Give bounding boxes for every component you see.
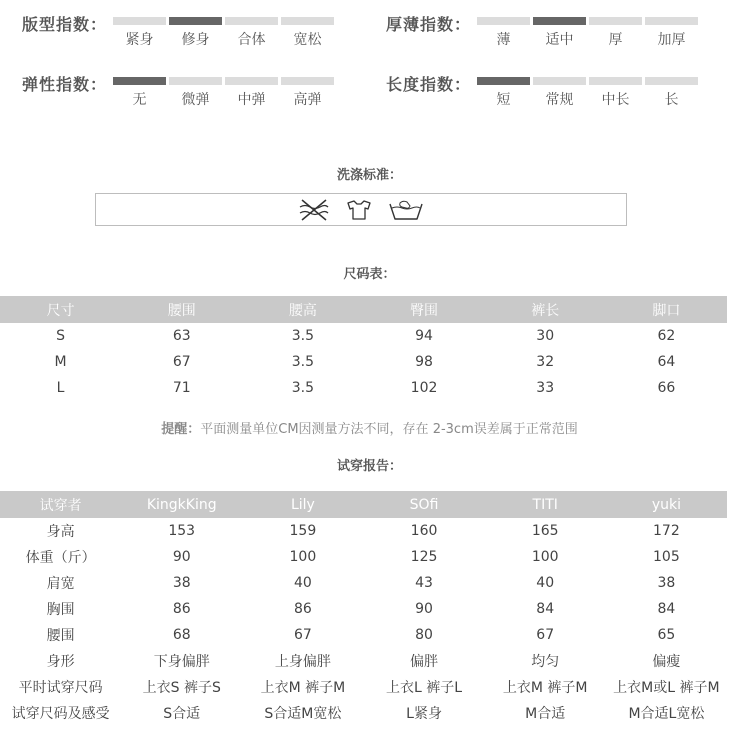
table-cell: 偏胖	[410, 654, 439, 670]
table-cell: 腰围	[46, 628, 75, 644]
table-header-row	[0, 491, 727, 518]
table-cell: 30	[536, 328, 555, 344]
table-cell: 62	[657, 328, 676, 344]
table-row	[0, 622, 727, 648]
index-bar	[113, 17, 166, 25]
size-chart-title: 尺码表：	[343, 267, 396, 282]
index-label: 版型指数：	[22, 15, 108, 34]
index-option-label: 薄	[496, 32, 511, 48]
table-header: 裤长	[485, 296, 606, 323]
index-option	[113, 17, 166, 49]
table-header: 腰高	[242, 296, 363, 323]
table-cell: 66	[657, 380, 676, 396]
index-option	[225, 77, 278, 109]
table-row	[0, 570, 727, 596]
hand-wash-icon	[387, 198, 425, 222]
table-cell: 均匀	[531, 654, 560, 670]
index-option	[225, 17, 278, 49]
table-row	[0, 375, 727, 401]
index-scale	[477, 77, 698, 109]
index-bar	[225, 77, 278, 85]
index-bar-selected	[533, 17, 586, 25]
index-option	[281, 17, 334, 49]
table-cell: 90	[172, 549, 191, 565]
index-bar	[589, 77, 642, 85]
index-option	[589, 77, 642, 109]
table-cell: 63	[172, 328, 191, 344]
table-cell: 84	[536, 601, 555, 617]
table-cell: M合适L宽松	[628, 706, 705, 722]
table-cell: 上衣M 裤子M	[260, 680, 346, 696]
wash-title: 洗涤标准：	[336, 168, 402, 183]
index-option-label: 修身	[181, 32, 210, 48]
table-cell: 40	[536, 575, 555, 591]
table-cell: 102	[410, 380, 438, 396]
note-text: 平面测量单位CM因测量方法不同，存在 2-3cm误差属于正常范围	[200, 422, 578, 437]
table-cell: 上衣L 裤子L	[386, 680, 463, 696]
measurement-note	[0, 418, 739, 437]
table-row	[0, 323, 727, 349]
table-cell: 3.5	[291, 354, 315, 370]
table-header: 尺寸	[0, 296, 121, 323]
table-cell: 71	[172, 380, 191, 396]
table-cell: 67	[536, 627, 555, 643]
table-cell: 40	[293, 575, 312, 591]
table-cell: 上身偏胖	[274, 654, 331, 670]
index-option	[169, 77, 222, 109]
index-bar	[281, 17, 334, 25]
index-option	[533, 77, 586, 109]
table-cell: 下身偏胖	[153, 654, 210, 670]
table-cell: 86	[172, 601, 191, 617]
table-header: 试穿者	[0, 491, 121, 518]
table-cell: 38	[172, 575, 191, 591]
table-cell: 上衣S 裤子S	[142, 680, 221, 696]
table-row	[0, 674, 727, 700]
index-label: 厚薄指数：	[386, 15, 472, 34]
no-wash-icon	[297, 198, 331, 222]
index-label: 长度指数：	[386, 75, 472, 94]
table-row	[0, 700, 727, 726]
table-cell: L	[56, 380, 65, 396]
table-cell: 3.5	[291, 328, 315, 344]
index-bar	[281, 77, 334, 85]
table-cell: L紧身	[406, 706, 442, 722]
index-option-label: 合体	[237, 32, 266, 48]
table-header: yuki	[606, 491, 727, 518]
table-header: SOfi	[363, 491, 484, 518]
table-cell: M	[54, 354, 67, 370]
fit-report-table	[0, 491, 727, 726]
index-option-label: 中长	[601, 92, 630, 108]
table-cell: 172	[653, 523, 680, 539]
table-cell: S合适M宽松	[264, 706, 342, 722]
index-bar-selected	[477, 77, 530, 85]
index-option-label: 长	[664, 92, 679, 108]
table-cell: 偏瘦	[652, 654, 681, 670]
table-cell: 94	[415, 328, 433, 344]
table-cell: 33	[536, 380, 555, 396]
table-header: 脚口	[606, 296, 727, 323]
table-row	[0, 544, 727, 570]
index-option	[113, 77, 166, 109]
index-label: 弹性指数：	[22, 75, 108, 94]
table-row	[0, 596, 727, 622]
table-cell: S	[56, 328, 66, 344]
index-option-label: 宽松	[293, 32, 322, 48]
table-cell: 84	[657, 601, 676, 617]
index-option-label: 常规	[545, 92, 574, 108]
index-option	[589, 17, 642, 49]
index-scale	[113, 77, 334, 109]
table-header: 腰围	[121, 296, 242, 323]
table-cell: 165	[531, 523, 559, 539]
table-header: 臀围	[363, 296, 484, 323]
index-bar	[645, 17, 698, 25]
index-bar	[225, 17, 278, 25]
table-cell: 65	[657, 627, 676, 643]
table-cell: 100	[289, 549, 317, 565]
table-cell: 67	[172, 354, 191, 370]
table-cell: 肩宽	[46, 576, 75, 592]
table-header: KingkKing	[121, 491, 242, 518]
table-cell: 平时试穿尺码	[18, 680, 103, 696]
table-cell: 上衣M 裤子M	[502, 680, 588, 696]
index-bar-selected	[113, 77, 166, 85]
wash-icons-box	[95, 193, 627, 226]
table-cell: 32	[536, 354, 555, 370]
table-cell: 98	[415, 354, 433, 370]
table-cell: 38	[657, 575, 676, 591]
table-header: TITI	[485, 491, 606, 518]
table-cell: 68	[172, 627, 191, 643]
table-cell: 153	[168, 523, 196, 539]
table-row	[0, 518, 727, 544]
table-cell: 125	[410, 549, 438, 565]
table-row	[0, 648, 727, 674]
table-cell: 43	[415, 575, 433, 591]
index-bar	[477, 17, 530, 25]
table-header: Lily	[242, 491, 363, 518]
iron-shirt-icon	[345, 198, 373, 222]
table-cell: 3.5	[291, 380, 315, 396]
index-bar-selected	[169, 17, 222, 25]
index-scale	[477, 17, 698, 49]
index-option	[169, 17, 222, 49]
index-option	[533, 17, 586, 49]
table-cell: 上衣M或L 裤子M	[613, 680, 720, 696]
index-option-label: 加厚	[657, 32, 686, 48]
index-scale	[113, 17, 334, 49]
index-option	[645, 77, 698, 109]
index-option-label: 厚	[608, 32, 623, 48]
index-option	[645, 17, 698, 49]
table-cell: 86	[293, 601, 312, 617]
index-option-label: 短	[496, 92, 511, 108]
table-cell: 试穿尺码及感受	[11, 706, 110, 722]
table-cell: 身形	[46, 654, 75, 670]
table-cell: 67	[293, 627, 312, 643]
index-option-label: 适中	[545, 32, 574, 48]
index-option-label: 无	[132, 92, 147, 108]
size-chart-table	[0, 296, 727, 401]
index-option-label: 微弹	[181, 92, 210, 108]
table-cell: 体重（斤）	[25, 550, 96, 566]
table-cell: 胸围	[46, 602, 75, 618]
index-option-label: 高弹	[293, 92, 322, 108]
table-row	[0, 349, 727, 375]
note-prefix: 提醒：	[161, 422, 201, 437]
table-cell: 身高	[46, 524, 75, 540]
table-header-row	[0, 296, 727, 323]
index-option-label: 紧身	[125, 32, 154, 48]
index-option	[477, 17, 530, 49]
table-cell: 100	[531, 549, 559, 565]
table-cell: M合适	[525, 706, 566, 722]
table-cell: 90	[415, 601, 433, 617]
table-cell: 105	[653, 549, 680, 565]
table-cell: 80	[415, 627, 433, 643]
index-option	[477, 77, 530, 109]
index-bar	[169, 77, 222, 85]
fit-report-title: 试穿报告：	[336, 459, 402, 474]
table-cell: 159	[289, 523, 317, 539]
table-cell: 160	[410, 523, 438, 539]
index-bar	[589, 17, 642, 25]
index-option	[281, 77, 334, 109]
index-bar	[533, 77, 586, 85]
index-option-label: 中弹	[237, 92, 266, 108]
index-bar	[645, 77, 698, 85]
table-cell: S合适	[163, 706, 201, 722]
table-cell: 64	[657, 354, 676, 370]
